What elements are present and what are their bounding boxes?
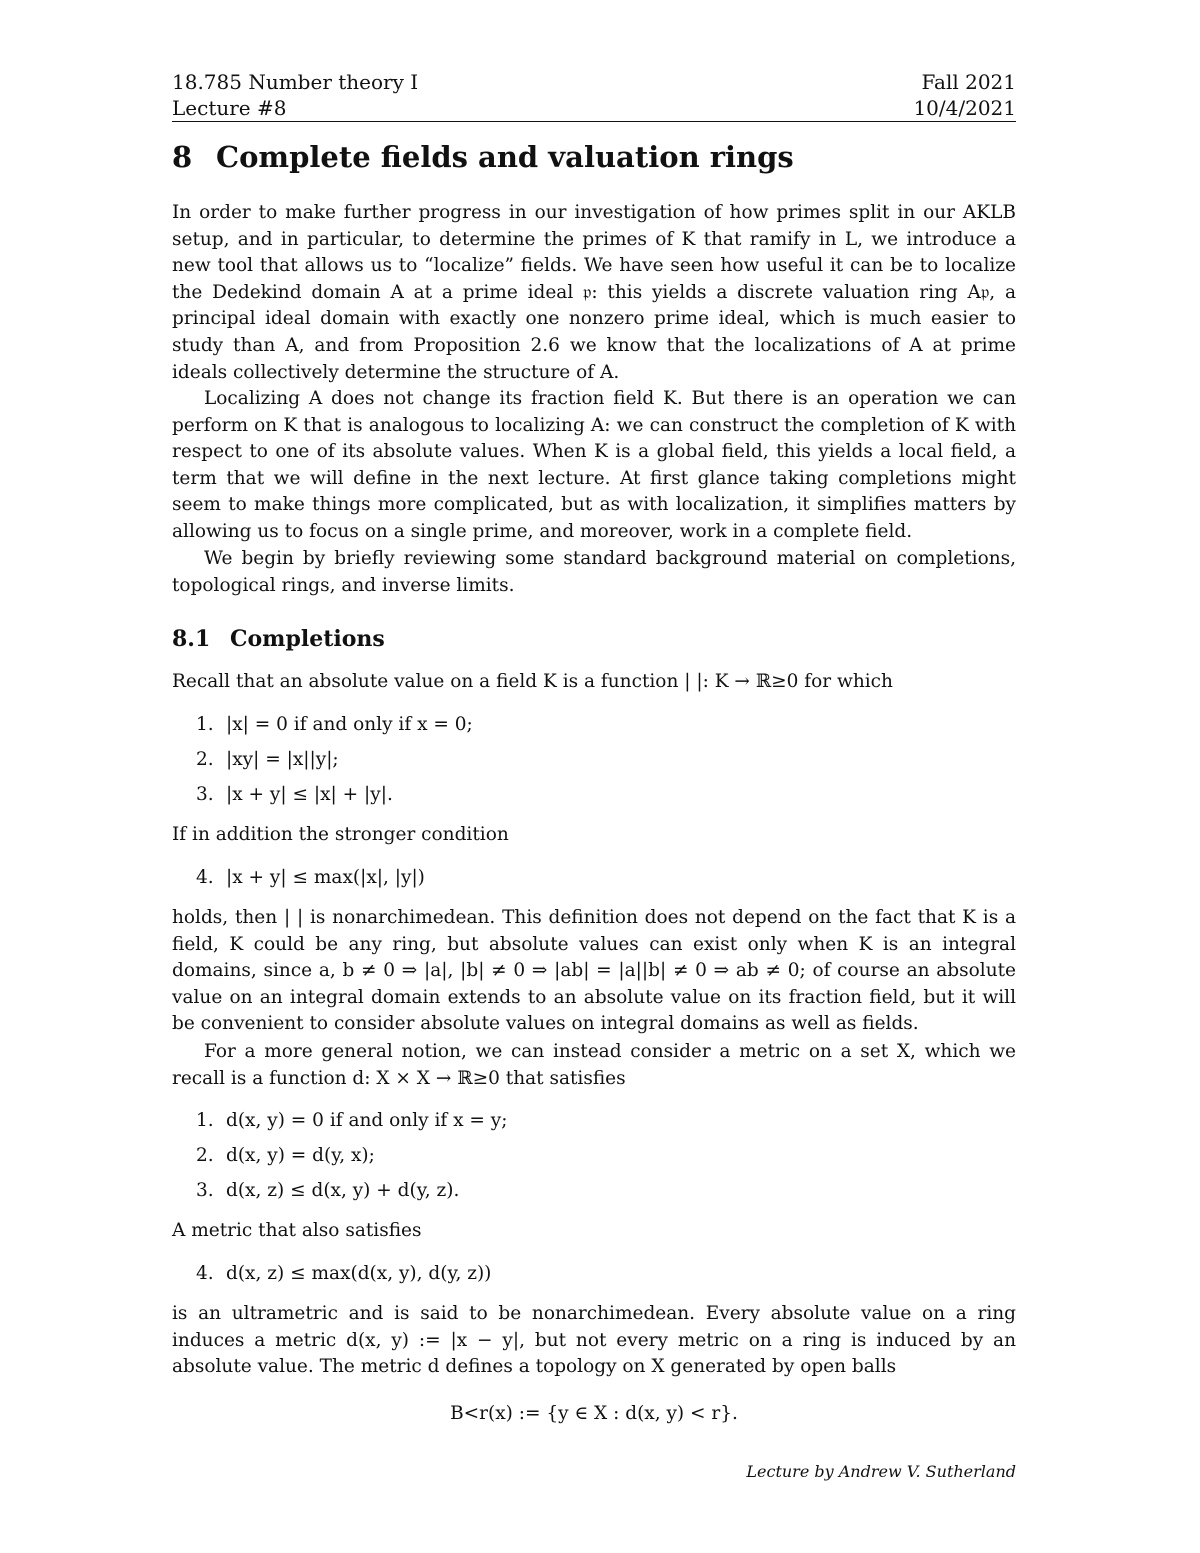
term: Fall 2021: [921, 70, 1016, 94]
metric-condition-1: 1. d(x, y) = 0 if and only if x = y;: [196, 1110, 508, 1131]
stronger-condition-text: If in addition the stronger condition: [172, 824, 509, 845]
nonarchimedean-paragraph: holds, then | | is nonarchimedean. This definition does not depend on the fact that K is a field, K could be any ring, but absolute values can exist only when K is an integral domains, since a, b ≠ 0 ⇒ |a|, |b| ≠ 0 ⇒ |ab| = |a||b| ≠ 0 ⇒ ab ≠ 0; of course an absolute value on an integral domain extends to an absolute value on its fraction field, but it will be convenient to consider absolute values on integral domains as well as fields.: [172, 907, 1016, 1035]
intro-paragraph-2: Localizing A does not change its fraction field K. But there is an operation we can perform on K that is analogous to localizing A: we can construct the completion of K with respect to one of its absolute values. When K is a global field, this yields a local field, a term that we will define in the next lecture. At first glance taking completions might seem to make things more complicated, but as with localization, it simplifies matters by allowing us to focus on a single prime, and moreover, work in a complete field.: [172, 388, 1016, 542]
author-footer: Lecture by Andrew V. Sutherland: [746, 1462, 1016, 1481]
abs-condition-2: 2. |xy| = |x||y|;: [196, 749, 339, 770]
section-title: Complete fields and valuation rings: [216, 140, 794, 174]
abs-condition-1: 1. |x| = 0 if and only if x = 0;: [196, 714, 473, 735]
section-number: 8: [172, 140, 193, 174]
metric-condition-3: 3. d(x, z) ≤ d(x, y) + d(y, z).: [196, 1180, 460, 1201]
course-title: 18.785 Number theory I: [172, 70, 419, 94]
metric-condition-4: 4. d(x, z) ≤ max(d(x, y), d(y, z)): [196, 1263, 492, 1284]
section-heading: [172, 140, 794, 174]
ultrametric-paragraph: is an ultrametric and is said to be nonarchimedean. Every absolute value on a ring induces a metric d(x, y) := |x − y|, but not every metric on a ring is induced by an absolute value. The metric d defines a topology on X generated by open balls: [172, 1303, 1016, 1378]
subsection-number: 8.1: [172, 626, 211, 652]
metric-intro-paragraph: For a more general notion, we can instead consider a metric on a set X, which we recall is a function d: X × X → ℝ≥0 that satisfies: [172, 1041, 1016, 1089]
lecture-number: Lecture #8: [172, 96, 287, 120]
abs-condition-4: 4. |x + y| ≤ max(|x|, |y|): [196, 867, 425, 888]
subsection-heading: [172, 626, 385, 652]
intro-paragraph-1: In order to make further progress in our investigation of how primes split in our AKLB setup, and in particular, to determine the primes of K that ramify in L, we introduce a new tool that allows us to “localize” fields. We have seen how useful it can be to localize the Dedekind domain A at a prime ideal 𝔭: this yields a discrete valuation ring A𝔭, a principal ideal domain with exactly one nonzero prime ideal, which is much easier to study than A, and from Proposition 2.6 we know that the localizations of A at prime ideals collectively determine the structure of A.: [172, 202, 1016, 383]
abs-condition-3: 3. |x + y| ≤ |x| + |y|.: [196, 784, 393, 805]
lecture-date: 10/4/2021: [913, 96, 1016, 120]
subsection-title: Completions: [230, 626, 385, 652]
open-ball-formula: B<r(x) := {y ∈ X : d(x, y) < r}.: [450, 1403, 738, 1424]
also-satisfies-text: A metric that also satisfies: [172, 1220, 422, 1241]
header-rule: [172, 121, 1016, 122]
intro-paragraph-3: We begin by briefly reviewing some standard background material on completions, topological rings, and inverse limits.: [172, 548, 1016, 596]
metric-condition-2: 2. d(x, y) = d(y, x);: [196, 1145, 375, 1166]
recall-text: Recall that an absolute value on a field K is a function | |: K → ℝ≥0 for which: [172, 671, 893, 692]
